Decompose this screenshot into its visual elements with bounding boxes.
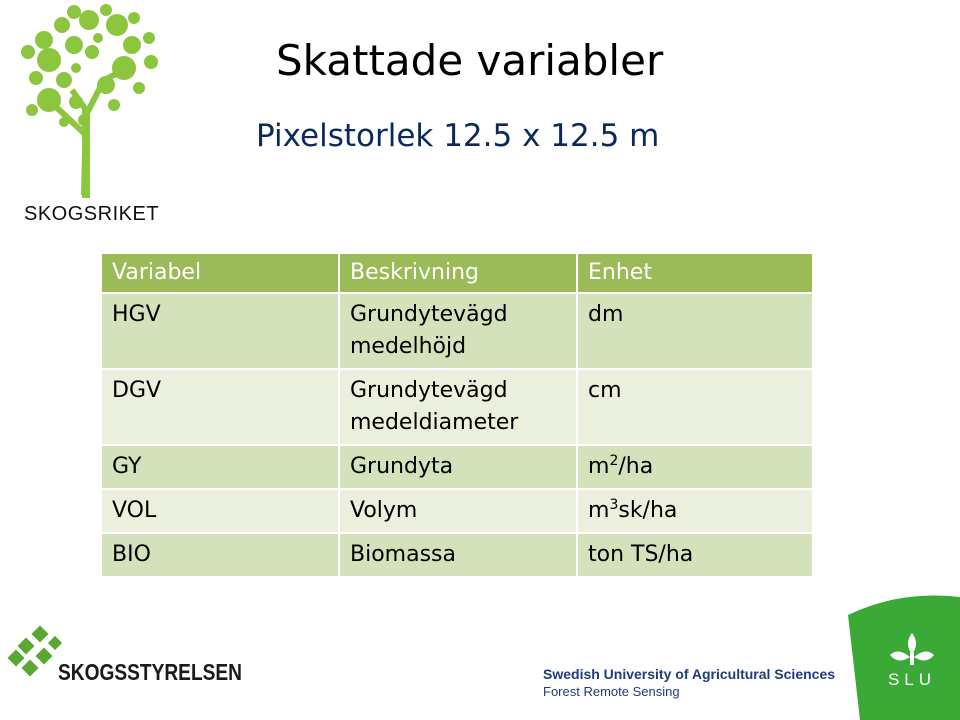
cell-unit [577, 293, 813, 369]
table-header-row [101, 253, 813, 293]
unit-suffix: sk/ha [618, 498, 678, 523]
unit-base: m [588, 498, 610, 523]
cell-description: Grundytevägd medeldiameter [339, 369, 577, 445]
unit-base: cm [588, 378, 622, 403]
skogsstyrelsen-logo-text: SKOGSSTYRELSEN [58, 659, 242, 685]
slu-logo-text: SLU [887, 670, 937, 689]
header-unit: Enhet [577, 253, 813, 293]
header-variable: Variabel [101, 253, 339, 293]
header-description: Beskrivning [339, 253, 577, 293]
footer-university: Swedish University of Agricultural Sciences [543, 666, 836, 682]
table-row [101, 445, 813, 489]
cell-variable: DGV [101, 369, 339, 445]
cell-unit [577, 489, 813, 533]
slu-logo [840, 585, 960, 720]
cell-unit [577, 445, 813, 489]
table-row [101, 369, 813, 445]
cell-description: Volym [339, 489, 577, 533]
cell-variable: HGV [101, 293, 339, 369]
cell-unit [577, 369, 813, 445]
cell-variable: VOL [101, 489, 339, 533]
unit-base: dm [588, 302, 624, 327]
skogsstyrelsen-logo [6, 622, 256, 692]
unit-base: m [588, 454, 610, 479]
unit-suffix: /ha [618, 454, 654, 479]
skogsriket-logo-text: SKOGSRIKET [24, 203, 160, 225]
cell-variable: GY [101, 445, 339, 489]
footer-institution [543, 666, 835, 699]
cell-description: Grundyta [339, 445, 577, 489]
skogsstyrelsen-checkmark-icon [8, 626, 63, 677]
unit-superscript: 2 [609, 453, 619, 469]
cell-unit [577, 533, 813, 577]
cell-variable: BIO [101, 533, 339, 577]
skogsriket-tree-logo-icon [14, 0, 164, 200]
unit-base: ton TS/ha [588, 542, 694, 567]
page-subtitle: Pixelstorlek 12.5 x 12.5 m [256, 118, 660, 154]
unit-superscript: 3 [609, 497, 619, 513]
variables-table [100, 252, 814, 578]
table-row [101, 489, 813, 533]
table-row [101, 293, 813, 369]
table-row [101, 533, 813, 577]
cell-description: Grundytevägd medelhöjd [339, 293, 577, 369]
cell-description: Biomassa [339, 533, 577, 577]
footer-department: Forest Remote Sensing [543, 684, 680, 699]
page-title: Skattade variabler [276, 36, 664, 85]
